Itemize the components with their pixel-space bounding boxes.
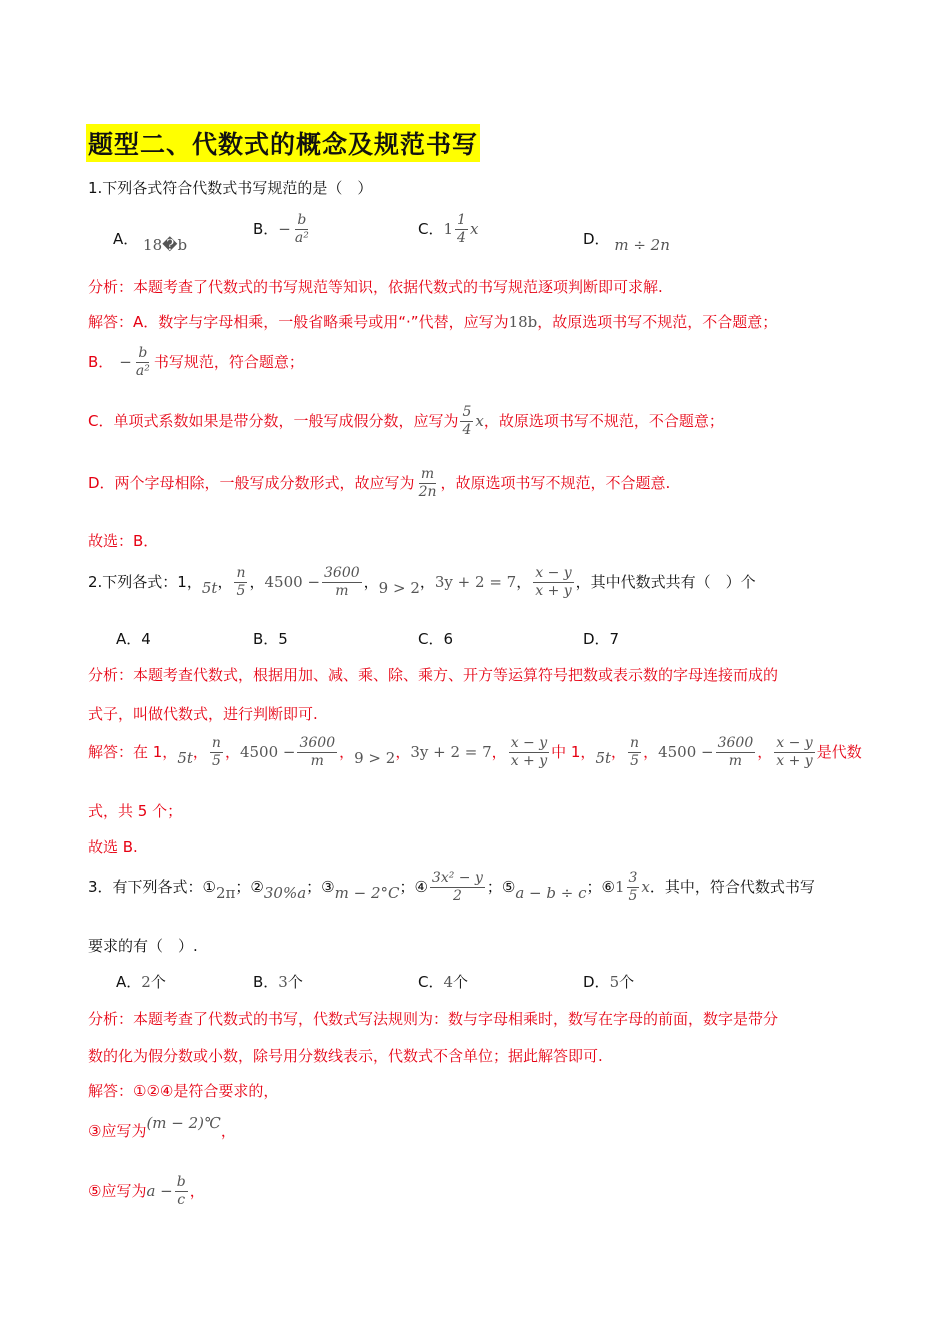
q3-answer-5-a: a − <box>146 1182 173 1200</box>
q2-answer-comma-4: ， <box>395 743 411 761</box>
q3-option-a-num: 2 <box>141 973 151 991</box>
q3-item-5: a − b ÷ c <box>515 884 587 902</box>
q1-answer-c-post: ，故原选项书写不规范，不合题意； <box>483 412 724 430</box>
q2-expr-2-num: n <box>236 565 246 581</box>
q3-item-6-num: 3 <box>628 870 638 886</box>
q2-comma-4: ， <box>419 573 435 591</box>
q3-sep-3: ；④ <box>399 878 428 896</box>
q2-comma-1: ， <box>217 573 233 591</box>
q2-answer-expr-6 <box>509 735 549 770</box>
q1-answer-d-fraction <box>417 466 439 501</box>
q3-option-a-unit: 个 <box>150 973 166 991</box>
q2-option-c[interactable]: C．6 <box>418 630 454 648</box>
q2-answer-expr-6-den: x + y <box>510 753 548 769</box>
q1-option-c[interactable] <box>418 212 478 247</box>
q2-answer-comma-5: ， <box>491 743 507 761</box>
q3-stem-line-2: 要求的有（ ）. <box>88 937 198 955</box>
q2-option-d[interactable]: D．7 <box>583 630 620 648</box>
q1-answer-c-pre: C．单项式系数如果是带分数，一般写成假分数，应写为 <box>88 412 459 430</box>
q2-expr-2-den: 5 <box>236 583 246 599</box>
q1-answer-c-fraction <box>460 404 473 439</box>
q1-option-a-label: A． <box>113 230 139 248</box>
q2-answer-expr-3b <box>716 735 756 770</box>
q3-sep-1: ；② <box>235 878 264 896</box>
q2-expr-1: 5t <box>201 579 218 597</box>
q3-option-c-num: 4 <box>443 973 454 991</box>
q3-answer-5 <box>88 1174 205 1209</box>
q3-stem-pre: 3．有下列各式：① <box>88 878 216 896</box>
q1-option-c-num: 1 <box>457 212 466 228</box>
q1-answer-b-den: a² <box>135 363 150 379</box>
q1-answer-b <box>88 345 304 380</box>
q1-answer-d <box>88 466 670 501</box>
q3-answer-5-den: c <box>177 1192 186 1208</box>
q3-answer-3 <box>88 1114 236 1141</box>
q1-option-a-expr: 18�b <box>143 236 188 254</box>
q3-answer-5-post: ， <box>189 1182 205 1200</box>
q3-option-d-num: 5 <box>609 973 620 991</box>
q2-analysis-2: 式子，叫做代数式，进行判断即可. <box>88 705 318 723</box>
q2-answer-expr-2b-num: n <box>630 735 640 751</box>
q3-item-6-den: 5 <box>628 888 638 904</box>
q1-analysis: 分析：本题考查了代数式的书写规范等知识，依据代数式的书写规范逐项判断即可求解. <box>88 278 663 296</box>
q3-option-c[interactable] <box>418 971 468 992</box>
q1-option-d-label: D． <box>583 230 610 248</box>
q2-answer-expr-3-pre: 4500 − <box>239 743 296 761</box>
q2-option-a[interactable]: A．4 <box>116 630 151 648</box>
q3-answer-5-fraction <box>175 1174 188 1209</box>
q1-option-c-fraction <box>455 212 468 247</box>
q2-expr-3-pre: 4500 − <box>264 573 321 591</box>
q3-answer-1: 解答：①②④是符合要求的， <box>88 1082 279 1100</box>
q3-option-b-label: B． <box>253 973 279 991</box>
q2-answer-expr-1: 5t <box>177 749 193 767</box>
q2-answer-expr-6-num: x − y <box>510 735 548 751</box>
q1-option-b-label: B． <box>253 220 279 238</box>
q1-option-c-label: C． <box>418 220 444 238</box>
q3-option-a-label: A． <box>116 973 142 991</box>
q2-answer-expr-3b-pre: 4500 − <box>658 743 714 761</box>
q1-choose: 故选：B． <box>88 532 159 550</box>
q3-item-3: m − 2°C <box>334 884 400 902</box>
q2-answer-expr-2b <box>628 735 641 770</box>
q1-answer-b-fraction <box>134 345 152 380</box>
q2-answer-expr-6b-num: x − y <box>776 735 813 751</box>
q3-analysis-1: 分析：本题考查了代数式的书写，代数式写法规则为：数与字母相乘时，数写在字母的前面，数字是带分 <box>88 1010 779 1028</box>
q2-answer-expr-3b-num: 3600 <box>717 735 754 751</box>
q1-answer-d-num: m <box>420 466 435 482</box>
q2-choose: 故选 B. <box>88 838 138 856</box>
q3-option-b[interactable] <box>253 971 303 992</box>
q3-item-6-whole: 1 <box>614 878 625 896</box>
q1-option-c-var: x <box>469 220 479 238</box>
q3-option-b-unit: 个 <box>287 973 303 991</box>
q2-answer-expr-2 <box>210 735 223 770</box>
q1-answer-d-den: 2n <box>418 484 437 500</box>
q3-answer-3-expr: (m − 2)℃ <box>146 1114 221 1132</box>
q1-option-b-den: a² <box>294 230 309 246</box>
q1-option-b-num: b <box>297 212 307 228</box>
q2-expr-6-num: x − y <box>535 565 572 581</box>
q1-option-d[interactable] <box>583 228 670 254</box>
q2-answer-expr-6b <box>774 735 814 770</box>
q1-answer-c-den: 4 <box>462 422 472 438</box>
q1-answer-b-post: 书写规范，符合题意； <box>153 353 304 371</box>
q1-stem: 1.下列各式符合代数式书写规范的是（ ） <box>88 179 373 197</box>
q2-answer-expr-2-num: n <box>211 735 221 751</box>
q2-answer-comma-2: ， <box>224 743 240 761</box>
q2-analysis-1: 分析：本题考查代数式，根据用加、减、乘、除、乘方、开方等运算符号把数或表示数的字母连接而成的 <box>88 666 779 684</box>
q1-option-d-expr: m ÷ 2n <box>614 236 670 254</box>
q3-item-6 <box>627 870 640 905</box>
q3-answer-3-pre: ③应写为 <box>88 1122 147 1140</box>
q3-answer-3-post: ， <box>220 1122 236 1140</box>
q2-answer-expr-4: 9 > 2 <box>354 749 396 767</box>
q1-option-c-whole: 1 <box>443 220 454 238</box>
q2-answer-expr-3b-den: m <box>728 753 743 769</box>
q2-answer-post: 是代数 <box>816 743 862 761</box>
q3-option-a[interactable] <box>116 971 166 992</box>
q1-answer-c-num: 5 <box>462 404 472 420</box>
q1-answer-d-post: ，故原选项书写不规范，不合题意. <box>440 474 671 492</box>
q2-answer-comma-2b: ， <box>643 743 659 761</box>
q2-answer-expr-2b-den: 5 <box>630 753 639 769</box>
q3-option-d-unit: 个 <box>619 973 635 991</box>
q2-expr-6-den: x + y <box>535 583 572 599</box>
q3-item-2: 30%a <box>263 884 307 902</box>
q2-answer-expr-5: 3y + 2 = 7 <box>410 743 492 761</box>
q2-answer-comma-1: ， <box>192 743 208 761</box>
q2-answer-pre: 解答：在 1， <box>88 743 178 761</box>
q2-expr-2 <box>234 565 247 600</box>
q3-option-c-label: C． <box>418 973 444 991</box>
q3-sep-5: ；⑥ <box>586 878 615 896</box>
section-title: 题型二、代数式的概念及规范书写 <box>86 124 480 162</box>
q2-answer-expr-1b: 5t <box>595 749 612 767</box>
q3-item-1: 2π <box>216 884 236 902</box>
q2-expr-3-num: 3600 <box>324 565 360 581</box>
q3-item-4-den: 2 <box>452 888 462 904</box>
q3-sep-2: ；③ <box>306 878 335 896</box>
q2-answer-expr-3-num: 3600 <box>299 735 336 751</box>
q3-option-d-label: D． <box>583 973 610 991</box>
q2-option-b[interactable]: B．5 <box>253 630 288 648</box>
q2-answer <box>88 735 862 770</box>
q1-answer-a <box>88 311 777 332</box>
q2-answer-expr-3-den: m <box>310 753 324 769</box>
q1-option-b[interactable] <box>253 212 313 247</box>
q1-answer-b-sign: − <box>119 353 132 371</box>
q2-expr-4: 9 > 2 <box>378 579 420 597</box>
q1-answer-a-post: ，故原选项书写不规范，不合题意； <box>537 313 778 331</box>
q2-answer-expr-6b-den: x + y <box>776 753 813 769</box>
q3-item-4 <box>430 870 485 905</box>
q2-answer-comma-3b: ， <box>757 743 773 761</box>
q2-answer-comma-3: ， <box>339 743 355 761</box>
q3-stem-post: ．其中，符合代数式书写 <box>649 878 815 896</box>
q2-answer-comma-1b: ， <box>611 743 627 761</box>
q3-analysis-2: 数的化为假分数或小数，除号用分数线表示，代数式不含单位；据此解答即可. <box>88 1047 603 1065</box>
q1-answer-c <box>88 404 724 439</box>
q3-option-c-unit: 个 <box>453 973 469 991</box>
q3-item-4-num: 3x² − y <box>431 870 483 886</box>
q2-stem <box>88 565 756 600</box>
q3-sep-4: ；⑤ <box>486 878 516 896</box>
q1-answer-a-pre: 解答：A．数字与字母相乘，一般省略乘号或用“·”代替，应写为 <box>88 313 509 331</box>
q1-answer-b-label: B． <box>88 353 114 371</box>
q3-item-6-var: x <box>641 878 650 896</box>
q1-answer-c-var: x <box>475 412 484 430</box>
q3-stem <box>88 870 815 905</box>
q1-option-b-fraction <box>293 212 311 247</box>
q3-option-d[interactable] <box>583 971 634 992</box>
q2-expr-6 <box>533 565 573 600</box>
q2-expr-3-den: m <box>335 583 349 599</box>
q1-option-a[interactable] <box>113 228 188 254</box>
q1-option-c-den: 4 <box>457 230 466 246</box>
q2-comma-3: ， <box>363 573 379 591</box>
q3-answer-5-num: b <box>176 1174 186 1190</box>
q2-stem-pre: 2.下列各式：1， <box>88 573 202 591</box>
q2-comma-5: ， <box>516 573 532 591</box>
q2-comma-2: ， <box>249 573 265 591</box>
q2-answer-expr-2-den: 5 <box>211 753 221 769</box>
q2-answer-mid: 中 1， <box>551 743 596 761</box>
q2-expr-5: 3y + 2 = 7 <box>434 573 517 591</box>
q1-option-b-sign: − <box>278 220 291 238</box>
q2-expr-3 <box>322 565 362 600</box>
q1-answer-d-pre: D．两个字母相除，一般写成分数形式，故应写为 <box>88 474 415 492</box>
q1-answer-a-expr: 18b <box>508 313 538 331</box>
q3-option-b-num: 3 <box>278 973 288 991</box>
q2-stem-post: ，其中代数式共有（ ）个 <box>575 573 756 591</box>
q1-answer-b-num: b <box>138 345 148 361</box>
q2-answer-expr-3 <box>297 735 337 770</box>
q3-answer-5-pre: ⑤应写为 <box>88 1182 147 1200</box>
q2-answer-line-2: 式，共 5 个； <box>88 802 183 820</box>
